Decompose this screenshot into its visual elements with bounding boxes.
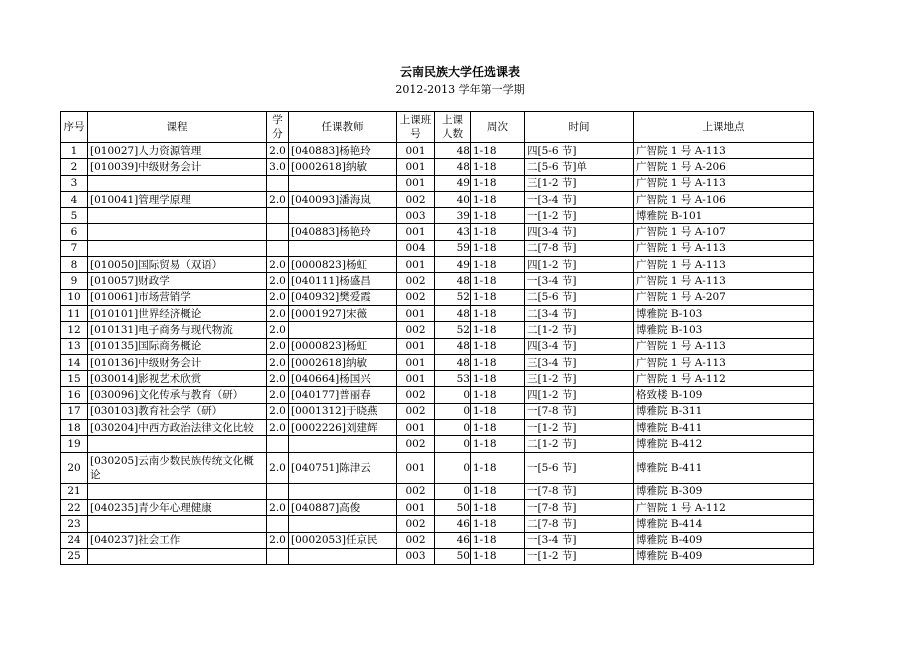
cell-students: 48 [435,305,471,321]
cell-location: 博雅院 B-103 [634,305,814,321]
cell-location: 博雅院 B-409 [634,548,814,564]
table-row [61,175,814,191]
cell-no: 13 [61,338,88,354]
cell-course [88,208,267,224]
cell-section: 001 [397,499,435,515]
cell-no: 23 [61,516,88,532]
header-course: 课程 [88,112,267,143]
table-row [61,403,814,419]
cell-section: 001 [397,420,435,436]
table-row [61,548,814,564]
cell-credit: 2.0 [267,452,289,483]
cell-location: 博雅院 B-409 [634,532,814,548]
table-row [61,240,814,256]
cell-weeks: 1-18 [471,338,525,354]
cell-teacher: [0002053]任京民 [289,532,397,548]
cell-credit [267,224,289,240]
header-teacher: 任课教师 [289,112,397,143]
cell-time: 四[3-4 节] [525,224,634,240]
cell-students: 53 [435,371,471,387]
cell-credit: 2.0 [267,322,289,338]
cell-course [88,224,267,240]
header-students: 上课人数 [435,112,471,143]
cell-no: 24 [61,532,88,548]
table-row [61,371,814,387]
cell-no: 5 [61,208,88,224]
header-location: 上课地点 [634,112,814,143]
table-row [61,159,814,175]
table-row [61,224,814,240]
cell-time: 一[3-4 节] [525,273,634,289]
cell-no: 3 [61,175,88,191]
cell-students: 50 [435,499,471,515]
cell-weeks: 1-18 [471,175,525,191]
cell-course [88,240,267,256]
cell-teacher: [040093]潘海岚 [289,191,397,207]
table-row [61,338,814,354]
table-row [61,305,814,321]
cell-time: 一[1-2 节] [525,548,634,564]
cell-teacher: [040883]杨艳玲 [289,224,397,240]
cell-time: 三[1-2 节] [525,175,634,191]
table-row [61,191,814,207]
cell-no: 4 [61,191,88,207]
cell-time: 三[1-2 节] [525,371,634,387]
cell-credit: 2.0 [267,273,289,289]
cell-weeks: 1-18 [471,208,525,224]
cell-section: 001 [397,143,435,159]
cell-credit: 2.0 [267,257,289,273]
cell-weeks: 1-18 [471,273,525,289]
cell-section: 002 [397,273,435,289]
cell-credit: 2.0 [267,387,289,403]
cell-weeks: 1-18 [471,499,525,515]
cell-time: 二[3-4 节] [525,305,634,321]
cell-location: 广智院 1 号 A-113 [634,273,814,289]
cell-weeks: 1-18 [471,483,525,499]
cell-location: 博雅院 B-311 [634,403,814,419]
cell-students: 0 [435,420,471,436]
cell-teacher: [040932]樊爱霞 [289,289,397,305]
cell-course: [010057]财政学 [88,273,267,289]
table-header-row [61,112,814,143]
cell-students: 49 [435,257,471,273]
cell-students: 48 [435,338,471,354]
cell-no: 11 [61,305,88,321]
cell-section: 004 [397,240,435,256]
cell-course: [010135]国际商务概论 [88,338,267,354]
header-no: 序号 [61,112,88,143]
cell-teacher: [040177]普丽春 [289,387,397,403]
cell-course: [030204]中西方政治法律文化比较 [88,420,267,436]
cell-section: 002 [397,483,435,499]
cell-credit: 2.0 [267,371,289,387]
cell-weeks: 1-18 [471,305,525,321]
table-row [61,387,814,403]
table-row [61,289,814,305]
cell-credit: 2.0 [267,354,289,370]
cell-teacher [289,548,397,564]
cell-no: 20 [61,452,88,483]
cell-credit [267,240,289,256]
cell-course: [040237]社会工作 [88,532,267,548]
cell-section: 001 [397,257,435,273]
cell-time: 三[3-4 节] [525,354,634,370]
table-row [61,420,814,436]
table-row [61,483,814,499]
cell-weeks: 1-18 [471,403,525,419]
cell-time: 四[5-6 节] [525,143,634,159]
cell-credit: 2.0 [267,532,289,548]
cell-credit: 2.0 [267,289,289,305]
cell-weeks: 1-18 [471,420,525,436]
cell-course: [010131]电子商务与现代物流 [88,322,267,338]
cell-location: 广智院 1 号 A-113 [634,175,814,191]
cell-weeks: 1-18 [471,240,525,256]
cell-location: 格致楼 B-109 [634,387,814,403]
cell-students: 39 [435,208,471,224]
cell-students: 0 [435,483,471,499]
cell-no: 25 [61,548,88,564]
cell-students: 46 [435,532,471,548]
table-row [61,208,814,224]
table-body [61,143,814,565]
header-section: 上课班号 [397,112,435,143]
cell-weeks: 1-18 [471,143,525,159]
cell-section: 002 [397,387,435,403]
cell-no: 14 [61,354,88,370]
cell-no: 21 [61,483,88,499]
cell-time: 一[7-8 节] [525,403,634,419]
cell-location: 广智院 1 号 A-206 [634,159,814,175]
cell-weeks: 1-18 [471,354,525,370]
cell-no: 9 [61,273,88,289]
cell-time: 一[1-2 节] [525,420,634,436]
cell-students: 48 [435,273,471,289]
cell-credit [267,175,289,191]
cell-students: 49 [435,175,471,191]
cell-teacher [289,516,397,532]
cell-no: 17 [61,403,88,419]
cell-section: 001 [397,338,435,354]
cell-credit: 2.0 [267,499,289,515]
cell-teacher: [0000823]杨虹 [289,338,397,354]
cell-teacher: [0002618]纳敏 [289,354,397,370]
header-credit: 学分 [267,112,289,143]
cell-teacher: [0000823]杨虹 [289,257,397,273]
cell-credit: 2.0 [267,191,289,207]
cell-teacher [289,483,397,499]
table-row [61,322,814,338]
cell-section: 001 [397,175,435,191]
cell-weeks: 1-18 [471,191,525,207]
cell-course: [010050]国际贸易（双语） [88,257,267,273]
header-weeks: 周次 [471,112,525,143]
cell-teacher: [0001927]宋薇 [289,305,397,321]
table-row [61,143,814,159]
cell-no: 22 [61,499,88,515]
page-title: 云南民族大学任选课表 [399,65,520,79]
cell-course: [010101]世界经济概论 [88,305,267,321]
cell-course [88,436,267,452]
cell-location: 广智院 1 号 A-107 [634,224,814,240]
table-row [61,516,814,532]
cell-course [88,516,267,532]
cell-location: 博雅院 B-411 [634,452,814,483]
cell-time: 四[1-2 节] [525,257,634,273]
cell-section: 002 [397,436,435,452]
schedule-table [60,111,814,565]
cell-location: 博雅院 B-309 [634,483,814,499]
page-subtitle: 2012-2013 学年第一学期 [395,83,525,96]
cell-credit [267,208,289,224]
table-row [61,354,814,370]
cell-students: 43 [435,224,471,240]
cell-time: 四[1-2 节] [525,387,634,403]
cell-students: 52 [435,322,471,338]
table-row [61,436,814,452]
cell-credit: 2.0 [267,143,289,159]
cell-teacher: [040111]杨盛昌 [289,273,397,289]
cell-students: 40 [435,191,471,207]
cell-credit [267,483,289,499]
cell-no: 16 [61,387,88,403]
cell-section: 001 [397,371,435,387]
cell-teacher: [040883]杨艳玲 [289,143,397,159]
cell-course: [040235]青少年心理健康 [88,499,267,515]
cell-time: 二[7-8 节] [525,240,634,256]
cell-students: 59 [435,240,471,256]
cell-no: 12 [61,322,88,338]
cell-weeks: 1-18 [471,452,525,483]
cell-section: 001 [397,354,435,370]
cell-credit: 2.0 [267,420,289,436]
cell-no: 15 [61,371,88,387]
cell-credit [267,548,289,564]
cell-credit: 2.0 [267,403,289,419]
cell-weeks: 1-18 [471,257,525,273]
cell-credit [267,516,289,532]
cell-teacher: [040664]杨国兴 [289,371,397,387]
cell-weeks: 1-18 [471,289,525,305]
cell-location: 广智院 1 号 A-207 [634,289,814,305]
table-row [61,452,814,483]
cell-course [88,483,267,499]
cell-teacher [289,175,397,191]
cell-students: 46 [435,516,471,532]
table-row [61,532,814,548]
cell-no: 2 [61,159,88,175]
cell-time: 二[1-2 节] [525,436,634,452]
cell-location: 博雅院 B-411 [634,420,814,436]
cell-section: 001 [397,452,435,483]
cell-course: [030103]教育社会学（研） [88,403,267,419]
cell-students: 50 [435,548,471,564]
cell-weeks: 1-18 [471,322,525,338]
cell-course: [030014]影视艺术欣赏 [88,371,267,387]
cell-no: 8 [61,257,88,273]
cell-teacher [289,322,397,338]
cell-course: [030096]文化传承与教育（研） [88,387,267,403]
table-row [61,273,814,289]
table-row [61,499,814,515]
cell-students: 0 [435,403,471,419]
cell-weeks: 1-18 [471,159,525,175]
cell-teacher [289,436,397,452]
cell-location: 博雅院 B-412 [634,436,814,452]
cell-teacher [289,240,397,256]
cell-no: 1 [61,143,88,159]
cell-location: 广智院 1 号 A-112 [634,499,814,515]
cell-section: 001 [397,159,435,175]
cell-section: 002 [397,532,435,548]
cell-course [88,175,267,191]
cell-course: [010041]管理学原理 [88,191,267,207]
cell-location: 博雅院 B-103 [634,322,814,338]
cell-course: [010027]人力资源管理 [88,143,267,159]
cell-section: 002 [397,191,435,207]
cell-section: 003 [397,208,435,224]
cell-section: 002 [397,289,435,305]
cell-no: 10 [61,289,88,305]
cell-section: 001 [397,224,435,240]
cell-section: 003 [397,548,435,564]
cell-course [88,548,267,564]
cell-students: 0 [435,387,471,403]
cell-credit [267,436,289,452]
cell-location: 广智院 1 号 A-113 [634,257,814,273]
cell-teacher [289,208,397,224]
cell-location: 广智院 1 号 A-113 [634,338,814,354]
cell-credit: 3.0 [267,159,289,175]
cell-location: 博雅院 B-101 [634,208,814,224]
cell-section: 001 [397,305,435,321]
cell-no: 7 [61,240,88,256]
cell-time: 一[1-2 节] [525,208,634,224]
cell-weeks: 1-18 [471,387,525,403]
cell-section: 002 [397,403,435,419]
cell-credit: 2.0 [267,338,289,354]
cell-no: 19 [61,436,88,452]
cell-students: 52 [435,289,471,305]
cell-time: 二[7-8 节] [525,516,634,532]
cell-time: 二[1-2 节] [525,322,634,338]
cell-teacher: [0002226]刘建辉 [289,420,397,436]
cell-time: 四[3-4 节] [525,338,634,354]
cell-students: 0 [435,436,471,452]
cell-students: 48 [435,143,471,159]
cell-teacher: [0002618]纳敏 [289,159,397,175]
cell-location: 广智院 1 号 A-106 [634,191,814,207]
cell-section: 002 [397,322,435,338]
cell-course: [010061]市场营销学 [88,289,267,305]
cell-teacher: [040887]高俊 [289,499,397,515]
header-time: 时间 [525,112,634,143]
cell-location: 博雅院 B-414 [634,516,814,532]
cell-course: [010039]中级财务会计 [88,159,267,175]
cell-teacher: [040751]陈津云 [289,452,397,483]
cell-credit: 2.0 [267,305,289,321]
cell-location: 广智院 1 号 A-113 [634,143,814,159]
cell-location: 广智院 1 号 A-112 [634,371,814,387]
table-row [61,257,814,273]
cell-section: 002 [397,516,435,532]
cell-students: 0 [435,452,471,483]
cell-location: 广智院 1 号 A-113 [634,240,814,256]
cell-course: [030205]云南少数民族传统文化概论 [88,452,267,483]
cell-weeks: 1-18 [471,516,525,532]
cell-time: 一[3-4 节] [525,532,634,548]
cell-weeks: 1-18 [471,371,525,387]
cell-time: 二[5-6 节]单 [525,159,634,175]
cell-no: 6 [61,224,88,240]
cell-no: 18 [61,420,88,436]
cell-course: [010136]中级财务会计 [88,354,267,370]
cell-weeks: 1-18 [471,436,525,452]
cell-weeks: 1-18 [471,548,525,564]
cell-time: 一[7-8 节] [525,483,634,499]
cell-weeks: 1-18 [471,224,525,240]
cell-time: 二[5-6 节] [525,289,634,305]
cell-teacher: [0001312]于晓燕 [289,403,397,419]
cell-time: 一[3-4 节] [525,191,634,207]
cell-time: 一[7-8 节] [525,499,634,515]
cell-students: 48 [435,159,471,175]
cell-time: 一[5-6 节] [525,452,634,483]
cell-location: 广智院 1 号 A-113 [634,354,814,370]
cell-weeks: 1-18 [471,532,525,548]
cell-students: 48 [435,354,471,370]
